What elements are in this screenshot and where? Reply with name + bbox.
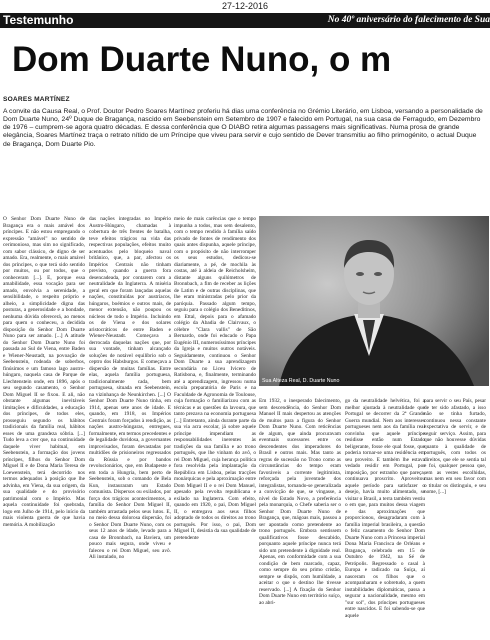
date-stamp: 27-12-2016 xyxy=(221,1,269,11)
header-slogan: No 40º aniversário do falecimento de Sua xyxy=(327,15,490,25)
article-column-5: go da neutralidade helvética, foi a melhor ajustada à neutralidade que Portugal se decorrer da 2ª Grande Guerra mundial. Nem aos interesses portugueses nem aos da família real convinha que aquele príncipe residisse então num Estado beligerante, fosse ele qual fosse, que poderia tornar-se uma residência em seu proveito. E também lhe estava vedado residir em Portugal, por imposição, por estranho que pareça, continuava proscrito. Aproveitou aquele período para satisfazer o desejo, havia muito alimentado, se visitar o Brasil, a terra também vestiu o em que, para muitos dessa viagem e das aproximações que proporcionou, desagradaram com à família imperial brasileira, a questão o feliz casamento do Senhor Dom Duarte Nuno com a Princesa imperial Dona Maria Francisca de Orléans e Bragança, celebrado em 15 de Outubro de 1942, na Sé de Petrópolis. Regressado o casal à Europa e radicado na Suíça, aí nasceram os filhos que o acompanharam e sobretudo, a quem instabilidades diplomáticas, passa a segurar a nacionalidade, mesmo em "sur sol", dos príncipes portugueses entre nascidos. E foi sabendo-se que aquele xyxy=(345,398,425,619)
photo-caption: Sua Alteza Real, D. Duarte Nuno xyxy=(262,378,340,384)
lead-paragraph: A convite da Causa Real, o Prof. Doutor Pedro Soares Martínez proferiu há dias uma conferência no Grémio Literário, em Lisboa, versando a personalidade de Dom Duarte Nuno, 24º Duque de Bragança, nascido em Seebenstein em Setembro de 1907 e falecido em Portugal, na sua casa de Ferragudo, em Dezembro de 1976 – cumprem-se agora quatro décadas. E dessa conferência que O DIABO retira algumas passagens mais significativas. Numa prosa de grande elegância, Soares Martínez traça o retrato nítido de um Príncipe que viveu para servir e cujo sentido de Dever transmitiu ao filho primogénito, o actual Duque de Bragança, Dom Duarte Pio. xyxy=(3,108,483,148)
article-column-3: meio de mais carências que o tempo impunha a todos, mas sem desalento, com o tempo rendido à família saído privado de fontes de rendimento dos quais antes dispunha, aquele príncipe, com o propósito de não interromper os seus estudos, dedicou-se diariamente, a pé, de mochila às costas, até à aldeia de Reicholsheim, distante alguns quilómetros de Bronnbach, a fim de receber as lições de Latim e de outras disciplinas, que lhe eram ministradas pelo prior da paróquia. Passado algum tempo, seguiu para o colégio dos Beneditinos, em Ettal, depois para o afamado colégio da Abadia de Clairvaux, o célebre "Clara vallis" de São Bernardo, onde foi educado o Papa Eugénio III, numerosíssimos príncipes da Igreja e muitos outros notáveis. Seguidamente, continuou o Senhor Dom Duarte a sua aprendizagem secundária no Liceu Ivicero de Ratisbona, e, finalmente, terminando até a aprendizagem, ingressou numa escola preparatória de Paris e na Faculdade de Agronomia de Toulouse, cuja formação o familiarizou com as técnicas e as questões da lavoura, que tanto prezava na economia portuguesa [...] Entretanto, ainda durante parte da sua via acra escolar, já sobre aquele príncipe impendiam as responsabilidades inerentes às tradições da sua família e ao trono português, que lhe vinham do avô, o rei Dom Miguel, cuja herança política fora resolvida pela implantação da República em Lisboa, pelas tracções monárquicas e pela aproximação entre Dom Miguel II e o rei Dom Manuel, apesado pela revolta republicana e exilado na Inglaterra. Com efeito, quando em 1920, o pai, Dom Miguel II, o entregava aos seus filhos adoptado de todos os direitos ao trono português. Por isso, o pai, Dom Miguel II, desistia da sua qualidade de pretendente xyxy=(174,216,256,541)
author-byline: SOARES MARTÍNEZ xyxy=(3,96,70,103)
section-header-bar xyxy=(0,13,490,28)
article-column-1: O Senhor Dom Duarte Nuno de Bragança era o mais amável dos príncipes. E não estou empregando o expressão "amável" no sentido de cerimonioso, mas sim no significado, com sabor clássico, de digno de ser amado. Era, realmente, o mais amável dos príncipes, o que terá sido sentido por muitos, ou por todos, que o conheceram [...]. E, porque essa amabilidade, essa vocação para ser amado, envolvia a serenidade, a sensibilidade, o respeito próprio e alheio, a simplicidade digna das posturas, a generosidade e a bondade, nenhuma dúvida oferecerá, ao menos para quem o conheceu, a decidida disposição do Senhor Dom Duarte Nuno para ser amado. [...] A atitude do Senhor Dom Duarte Nuno foi passada ao Sul de Viena, entre Baden e Wiener-Neustadt, na povoação de Seebenstein, rodeada de soberbos, finúsimos e um famoso lago austro-húngaro, naquela casa de Parque de Liechtenstein onde, em 1896, após o seu segundo casamento, o Senhor Dom Miguel II se fixou. E ali, não obstante algumas inevitáveis limitações e dificuldades, a educação dos príncipes, de todos eles, prosseguiu segundo os hábitos tradicionais da família real, hábitos esses de uma grandeza sóbria. [...] Tudo leva a crer que, na continuidade daquele viver habitual, em Seebenstein, a formação dos jovens príncipes, filhos do Senhor Dom Miguel II e de Dona Maria Teresa de Loewenstein, terá decorrido nos termos adequados à posição que lhe advinha, em Viena, da sua origem, da sua qualidade e do provisório patrimonial com o Império. Mas aquela continuidade foi quebrada, logo em Julho de 1914, pelo início da mais violenta guerra de que havia memória. A mobilização xyxy=(3,216,85,528)
article-column-2: das nações integradas no Império Austro-Húngaro, chamadas à cobertura de três frentes de batalha, teve efeitos trágicos na vida das respectivas populações, efeitos muito acentuados pelo bloqueio naval britânico, que, a par, afectou os Impérios Centrais não tinham previsto, quando a guerra fora desencadeada, por contarem com a neutralidade da Inglaterra. A miséria geral em que foram lançadas aquelas nações, constituídas por austríacos, húngaros, boémios e outros mais, de menor extensão, não poupou os núcleos de todo o Império. Incluindo os de Viena e dos solares aristocráticos de entre Baden e Wiener-Neustadt. Começava a derrocada daquelas nações que, por sua vontade, tinham alcançado soluções de notável equilíbrio sob o ceptro dos Habsburgos. E começava a dispersão de muitas famílias. Entre elas, aquela família portuguesa, tradicionalmente cada, bem portuguesa, situada em Seebenstein, na vizinhança de Neunkirchen. [...] O Senhor Dom Duarte Nuno tinha, em 1914, apenas sete anos de idade. E quando, em 1918, os Impérios Centrais foram forçados à rendição, as nações austro-húngaras, entregues, formalmente, em termos precedentes e de legalidade duvidosa, a governantes improvisados, foram devastadas por multidões de prisioneiros regressados da Rússia e por bandos revolucionários, que, em Budapeste e em toda a Hungria, bem perto de Seebenstein, sob o comando de Bela Kun, instauraram um Estado comunista. Dispersos ou exilados, por força dos trágicos acontecimentos, a família do Senhor Dom Miguel II, também arrastada pelos seus lutos. E, no meio dessa dolorosa dispersão, foi o Senhor Dom Duarte Nuno, com os seus 12 anos de idade, levado para a casa de Bronnbach, na Baviera, um pouco mais segura, onde viveu e faleceu o rei Dom Miguel, seu avô. Ali instalado, no xyxy=(89,216,171,560)
article-column-4: Em 1932, o inesperado falecimento, sem descendência, do Senhor Dom Manuel II mais despertou as atenções de muitos para a figura do Senhor Dom Duarte Nuno. Com reticências de algum, que ainda procuravam eventuais sucessores entre os descendentes dos imperadores do Brasil e outros mais. Mas tanto as regras de sucessão no Trono como as circunstâncias do tempo eram favoráveis a corrente legitimista, reforçada pela juventude dos integralistas, tornando-se generalizada a convicção de que, se vingasse, a nível do Estado Novo, a preferência pela monarquia, o Chefe saberia ser o Senhor Dom Duarte Nuno de Bragança, que, mágoas mais, passou a ser apontado como pretendente ao trono português. Embora sentissem qualificativos fosse descabido, porquanto aquele príncipe nunca terá sido um pretendente à dignidade real. Apenas, em conformidade com a sua condição de bem marcado, capaz, como sempre do seu primo cristão, sempre se dispôs, com humildade, a aceitar o que o destino lhe tivesse reservado. [...] A fixação do Senhor Dom Duarte Nuno em território suíço, ao abri- xyxy=(259,398,341,606)
portrait-photo xyxy=(259,216,489,386)
portrait-illustration xyxy=(259,216,489,386)
article-headline: Dom Duarte Nuno, o m xyxy=(12,40,392,79)
section-title: Testemunho xyxy=(3,13,74,27)
article-column-6: para servir o seu País, pesar de ter sido afastado, a isso não se tinha furtado, continuou nessa constante expectativa de servir, e de seguir serviço. Assim, para que não houvesse dúvidas quanto à qualidade de português, com todos os direitos, que ele se sentia tal e foi, qualquer pessoa que, sem as vestes escolhidas, mas nem em seu favor com o titular os distinguiu, e seu nome, [...] xyxy=(424,398,486,495)
